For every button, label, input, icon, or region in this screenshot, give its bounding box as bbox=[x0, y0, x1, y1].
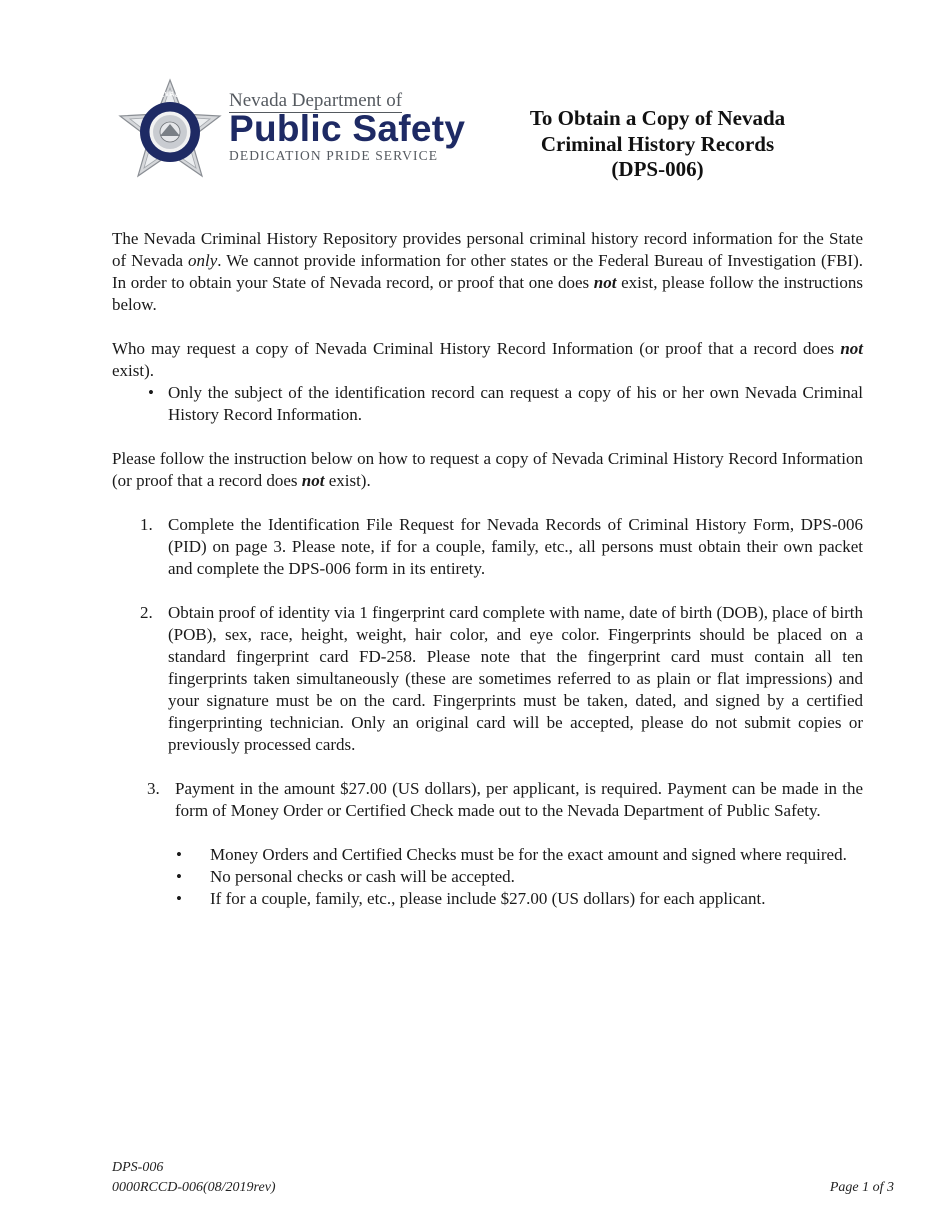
payment-bullet bbox=[112, 844, 863, 866]
payment-bullet bbox=[112, 888, 863, 910]
svg-text:NEVADA: NEVADA bbox=[153, 90, 187, 102]
step-number: 3. bbox=[147, 779, 160, 798]
follow-emphasis-not: not bbox=[301, 471, 325, 490]
who-bullet bbox=[112, 382, 863, 426]
document-body bbox=[112, 228, 863, 910]
follow-text-a: Please follow the instruction below on how to request a copy of Nevada Criminal History Record Information (or proof that a record does bbox=[112, 449, 863, 490]
intro-paragraph bbox=[112, 228, 863, 316]
intro-emphasis-not: not bbox=[593, 273, 617, 292]
step-text: Payment in the amount $27.00 (US dollars), per applicant, is required. Payment can be made in the form of Money Order or Certified Check made out to the Nevada Department of Public Safety. bbox=[175, 779, 863, 820]
who-text-b: exist). bbox=[112, 361, 155, 380]
payment-bullet-text: Money Orders and Certified Checks must be for the exact amount and signed where required. bbox=[210, 845, 847, 864]
document-title bbox=[500, 106, 815, 183]
footer-form-info bbox=[112, 1158, 276, 1198]
logo-department-line: Nevada Department of bbox=[229, 90, 403, 111]
intro-text-a: The Nevada Criminal History Repository provides personal criminal history record information for the State of Nevada bbox=[112, 229, 863, 270]
who-may-request-paragraph bbox=[112, 338, 863, 382]
step-number: 1. bbox=[140, 515, 153, 534]
footer-form-id: DPS-006 bbox=[112, 1160, 164, 1175]
logo-motto: DEDICATION PRIDE SERVICE bbox=[229, 148, 439, 163]
step-number: 2. bbox=[140, 603, 153, 622]
title-line-1: To Obtain a Copy of Nevada bbox=[529, 106, 786, 130]
nevada-dps-logo bbox=[114, 78, 474, 194]
bullet-icon: • bbox=[176, 867, 182, 886]
step-1 bbox=[112, 514, 863, 580]
step-text: Complete the Identification File Request for Nevada Records of Criminal History Form, DPS-006 (PID) on page 3. Please note, if for a couple, family, etc., all persons must obtain their own packet and complete the DPS-006 form in its entirety. bbox=[168, 515, 863, 578]
follow-text-b: exist). bbox=[324, 471, 371, 490]
payment-bullet bbox=[112, 866, 863, 888]
who-emphasis-not: not bbox=[840, 339, 863, 358]
payment-bullet-list bbox=[112, 844, 863, 910]
footer-revision: 0000RCCD-006(08/2019rev) bbox=[112, 1180, 276, 1195]
payment-bullet-text: If for a couple, family, etc., please include $27.00 (US dollars) for each applicant. bbox=[210, 889, 766, 908]
step-3 bbox=[112, 778, 863, 822]
intro-emphasis-only: only bbox=[188, 251, 218, 270]
bullet-icon: • bbox=[176, 845, 182, 864]
dps-star-badge-icon bbox=[114, 78, 226, 192]
payment-bullet-text: No personal checks or cash will be accepted. bbox=[210, 867, 515, 886]
step-2 bbox=[112, 602, 863, 756]
instructions-intro-paragraph bbox=[112, 448, 863, 492]
step-text: Obtain proof of identity via 1 fingerprint card complete with name, date of birth (DOB), place of birth (POB), sex, race, height, weight, hair color, and eye color. Fingerprints should be placed on a standard fingerprint card FD-258. Please note that the fingerprint card must contain all ten fingerprints taken simultaneously (these are sometimes referred to as plain or flat impressions) and your signature must be on the card. Fingerprints must be taken, dated, and signed by a certified fingerprinting technician. Only an original card will be accepted, please do not submit copies or previously processed cards. bbox=[168, 603, 863, 754]
intro-text-c: exist, please follow the instructions below. bbox=[112, 273, 863, 314]
bullet-icon: • bbox=[148, 383, 154, 402]
logo-agency-name: Public Safety bbox=[229, 108, 466, 149]
footer-page-number: Page 1 of 3 bbox=[829, 1180, 894, 1195]
bullet-icon: • bbox=[176, 889, 182, 908]
title-line-3: (DPS-006) bbox=[611, 157, 704, 181]
who-text-a: Who may request a copy of Nevada Criminal History Record Information (or proof that a record does bbox=[112, 339, 841, 358]
who-bullet-text: Only the subject of the identification record can request a copy of his or her own Nevada Criminal History Record Information. bbox=[168, 383, 863, 424]
intro-text-b: . We cannot provide information for other states or the Federal Bureau of Investigation (FBI). In order to obtain your State of Nevada record, or proof that one does bbox=[112, 251, 863, 292]
title-line-2: Criminal History Records bbox=[540, 131, 775, 156]
